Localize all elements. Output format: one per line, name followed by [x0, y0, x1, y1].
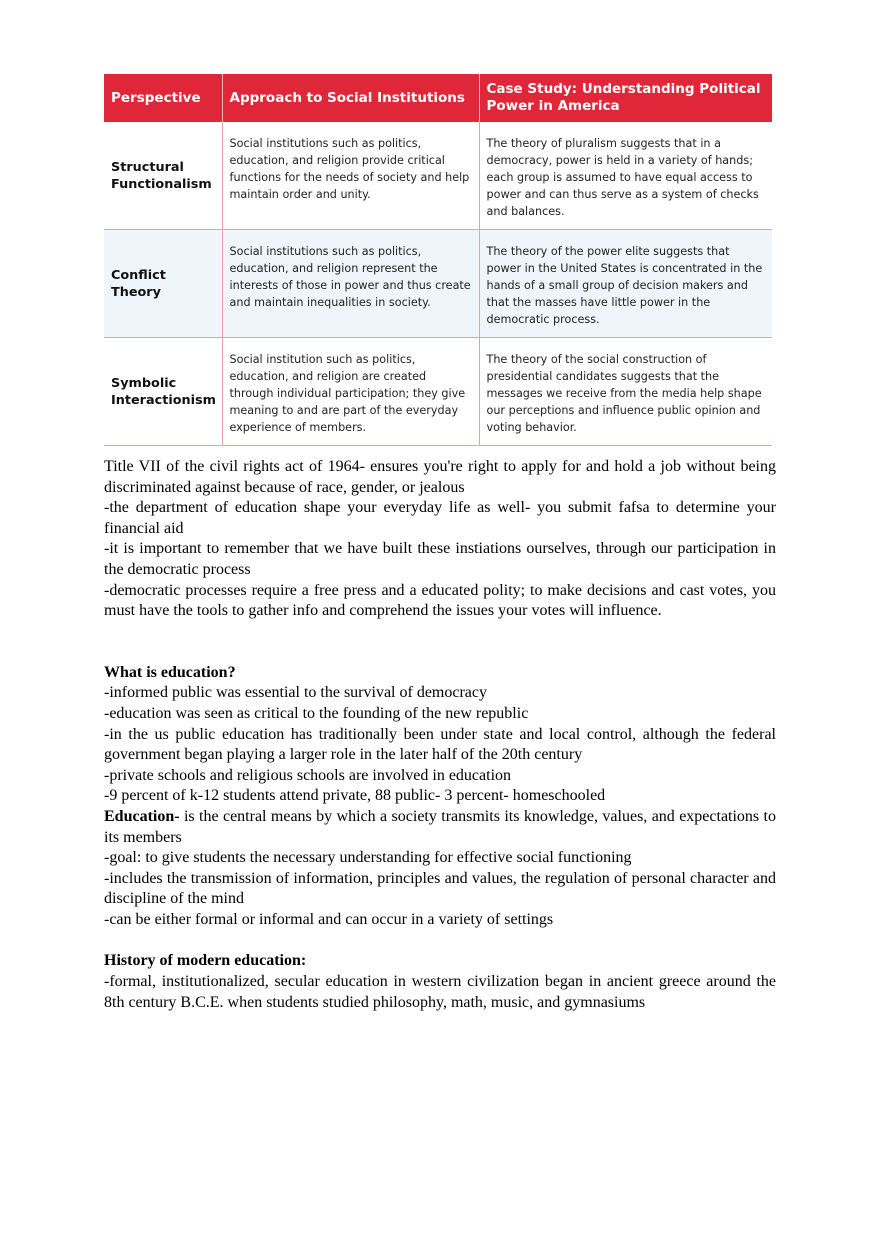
header-case-study: Case Study: Understanding Political Power in America	[479, 74, 772, 122]
row-approach: Social institutions such as politics, education, and religion provide critical functions for the needs of society and help maintain order and unity.	[222, 122, 479, 230]
note-paragraph: -goal: to give students the necessary understanding for effective social functioning	[104, 849, 632, 867]
perspectives-table	[104, 74, 772, 446]
note-paragraph: -the department of education shape your everyday life as well- you submit fafsa to determine your financial aid	[104, 499, 776, 537]
row-approach: Social institutions such as politics, education, and religion represent the interests of those in power and thus create and maintain inequalities in society.	[222, 230, 479, 338]
header-perspective: Perspective	[104, 74, 222, 122]
note-paragraph: -formal, institutionalized, secular education in western civilization began in ancient greece around the 8th century B.C.E. when students studied philosophy, math, music, and gymnasiums	[104, 973, 776, 1011]
note-paragraph: -private schools and religious schools are involved in education	[104, 766, 512, 784]
table-header-row	[104, 74, 772, 122]
note-paragraph: -can be either formal or informal and can occur in a variety of settings	[104, 910, 554, 928]
row-case-study: The theory of the social construction of presidential candidates suggests that the messages we receive from the media help shape our perceptions and influence public opinion and voting behavior.	[479, 338, 772, 446]
section-heading-history: History of modern education:	[104, 952, 307, 970]
row-case-study: The theory of pluralism suggests that in a democracy, power is held in a variety of hands; each group is assumed to have equal access to power and can thus serve as a system of checks and balances.	[479, 122, 772, 230]
definition-term: Education-	[104, 807, 180, 825]
note-paragraph: -includes the transmission of information, principles and values, the regulation of personal character and discipline of the mind	[104, 869, 776, 908]
definition-paragraph	[104, 807, 776, 848]
note-paragraph: -9 percent of k-12 students attend private, 88 public- 3 percent- homeschooled	[104, 787, 606, 805]
note-paragraph: -it is important to remember that we have built these instiations ourselves, through our participation in the democratic process	[104, 540, 776, 578]
note-paragraph: -democratic processes require a free press and a educated polity; to make decisions and cast votes, you must have the tools to gather info and comprehend the issues your votes will influence.	[104, 581, 776, 620]
definition-text: is the central means by which a society transmits its knowledge, values, and expectations to its members	[104, 807, 776, 846]
notes-body	[104, 457, 776, 1013]
row-case-study: The theory of the power elite suggests that power in the United States is concentrated in the hands of a small group of decision makers and that the masses have little power in the democratic process.	[479, 230, 772, 338]
row-perspective: Symbolic Interactionism	[104, 338, 222, 446]
row-approach: Social institution such as politics, education, and religion are created through individual participation; they give meaning to and are part of the everyday experience of members.	[222, 338, 479, 446]
table-row	[104, 338, 772, 446]
note-paragraph: -education was seen as critical to the founding of the new republic	[104, 704, 529, 722]
note-paragraph: -in the us public education has traditionally been under state and local control, although the federal government began playing a larger role in the later half of the 20th century	[104, 725, 776, 764]
note-paragraph: Title VII of the civil rights act of 1964- ensures you're right to apply for and hold a job without being discriminated against because of race, gender, or jealous	[104, 458, 776, 496]
row-perspective: Structural Functionalism	[104, 122, 222, 230]
table-row	[104, 122, 772, 230]
note-paragraph: -informed public was essential to the survival of democracy	[104, 684, 487, 702]
section-heading-education: What is education?	[104, 663, 236, 681]
table-row	[104, 230, 772, 338]
header-approach: Approach to Social Institutions	[222, 74, 479, 122]
spacer	[104, 622, 776, 663]
spacer	[104, 930, 776, 951]
row-perspective: Conflict Theory	[104, 230, 222, 338]
